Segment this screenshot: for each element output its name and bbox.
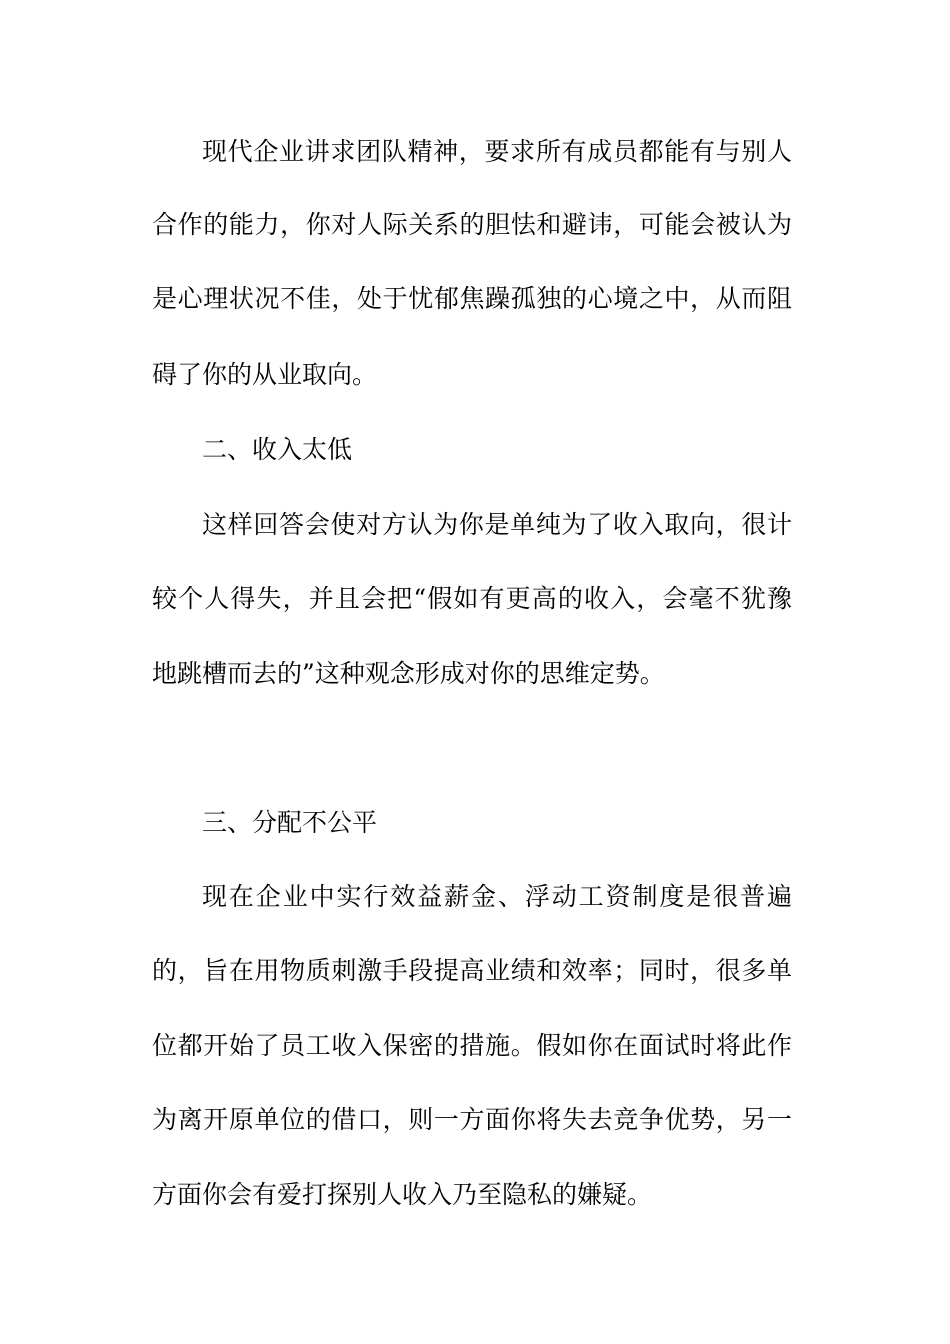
paragraph-line: 位都开始了员工收入保密的措施。假如你在面试时将此作 — [152, 1031, 792, 1060]
paragraph-line: 地跳槽而去的”这种观念形成对你的思维定势。 — [152, 659, 665, 688]
section-heading: 三、分配不公平 — [202, 808, 378, 837]
paragraph-line: 现在企业中实行效益薪金、浮动工资制度是很普遍 — [202, 882, 792, 911]
paragraph-line: 为离开原单位的借口，则一方面你将失去竞争优势，另一 — [152, 1105, 792, 1134]
paragraph-line: 方面你会有爱打探别人收入乃至隐私的嫌疑。 — [152, 1180, 653, 1209]
paragraph-line: 较个人得失，并且会把“假如有更高的收入，会毫不犹豫 — [152, 584, 792, 613]
paragraph-line: 是心理状况不佳，处于忧郁焦躁孤独的心境之中，从而阻 — [152, 284, 792, 313]
section-heading: 二、收入太低 — [202, 435, 353, 464]
paragraph-line: 这样回答会使对方认为你是单纯为了收入取向，很计 — [202, 510, 792, 539]
paragraph-line: 的，旨在用物质刺激手段提高业绩和效率；同时，很多单 — [152, 956, 792, 985]
paragraph-line: 合作的能力，你对人际关系的胆怯和避讳，可能会被认为 — [152, 210, 792, 239]
paragraph-line: 碍了你的从业取向。 — [152, 360, 378, 389]
paragraph-line: 现代企业讲求团队精神，要求所有成员都能有与别人 — [202, 137, 792, 166]
